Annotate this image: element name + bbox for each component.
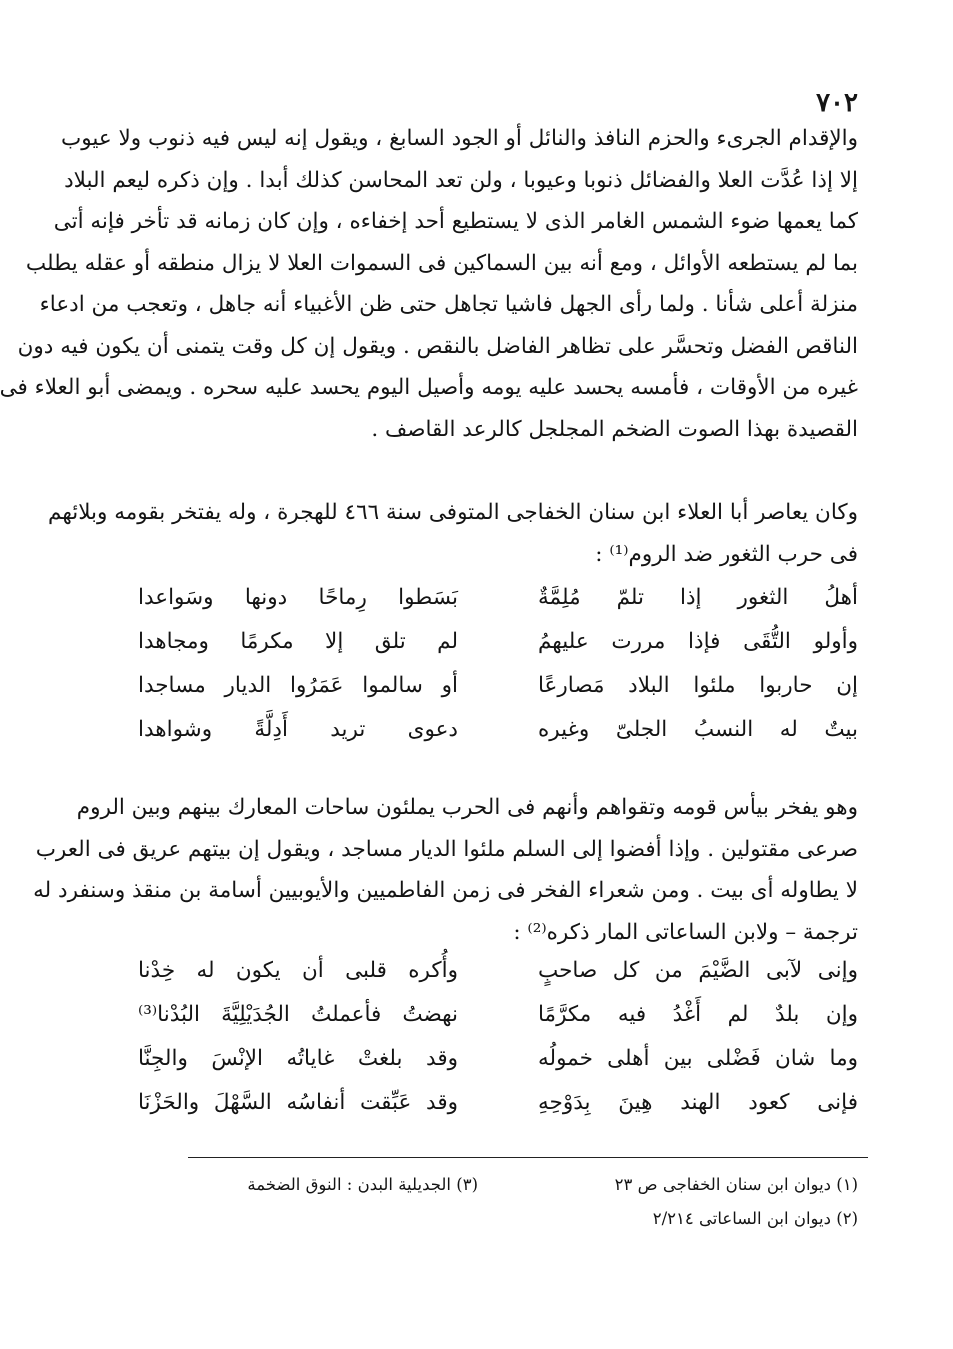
verse-first-half: وما شان فَضْلى بين أهلى خمولُه xyxy=(538,1046,858,1071)
text-line: لا يطاوله أى بيت . ومن شعراء الفخر فى زمن الفاطميين والأيوبيين أسامة بن منقذ وسنفرد له xyxy=(33,878,858,903)
verse xyxy=(138,673,858,717)
verse-second-half: نهضتُ فأعملتُ الجُدَيْلِيَّةَ البُدْنا⁽³⁾ xyxy=(138,1002,458,1027)
text-line: منزلة أعلى شأنا . ولما رأى الجهل فاشيا تجاهل حتى ظن الأغبياء أنه جاهل ، وتعجب من ادعاء xyxy=(39,292,858,317)
verse-first-half: وإنى لآبى الضَّيْمَ من كل صاحبٍ xyxy=(538,958,858,983)
poem xyxy=(138,585,858,761)
verse xyxy=(138,1046,858,1090)
verse-second-half: وأُكره قلبى أن يكون له خِدْنا xyxy=(138,958,458,983)
text-line: وكان يعاصر أبا العلاء ابن سنان الخفاجى المتوفى سنة ٤٦٦ للهجرة ، وله يفتخر بقومه وبلائهم xyxy=(48,500,858,525)
verse xyxy=(138,1090,858,1134)
poem xyxy=(138,958,858,1134)
footnote-2: (٢) ديوان ابن الساعاتى ٢/٢١٤ xyxy=(652,1209,858,1228)
footnote-1: (١) ديوان ابن سنان الخفاجى ص ٢٣ xyxy=(614,1175,858,1194)
verse xyxy=(138,717,858,761)
verse-second-half: وقد عَبِّقت أنفاسُه السَّهْلَ والحَزْنَا xyxy=(138,1090,458,1115)
text-line: والإقدام الجرىء والحزم النافذ والنائل أو الجود السابغ ، ويقول إنه ليس فيه ذنوب ولا عيوب xyxy=(61,126,858,151)
text-line: القصيدة بهذا الصوت الضخم المجلجل كالرعد القاصف . xyxy=(371,416,858,442)
paragraph xyxy=(0,118,858,450)
page-number: ٧٠٢ xyxy=(816,88,858,118)
text-line: بما لم يستطعه الأوائل ، ومع أنه بين السماكين فى السموات العلا لا يزال منطقه أو عقله يطلب xyxy=(25,250,858,276)
footnotes-right-column xyxy=(498,1168,858,1236)
text-line: الناقص الفضل وتحسَّر على تظاهر الفاضل بالنقص . ويقول إن كل وقت يتمنى أن يكون فيه دون xyxy=(17,333,858,359)
text-line: صرعى مقتولين . وإذا أفضوا إلى السلم ملئوا الديار مساجد ، ويقول إن بيتهم عريق فى العرب xyxy=(35,836,858,862)
footnotes xyxy=(138,1168,858,1248)
text-line: وهو يفخر بيأس قومه وتقواهم وأنهم فى الحرب يملئون ساحات المعارك بينهم وبين الروم xyxy=(76,795,858,820)
verse-first-half: وإن بلدٌ لم أَغْدُ فيه مكرَّمًا xyxy=(538,1002,858,1027)
text-line: ترجمة – ولابن الساعاتى المار ذكره⁽²⁾ : xyxy=(513,919,858,945)
verse-second-half: لم تلق إلا مكرمًا ومجاهدا xyxy=(138,629,458,654)
verse-second-half: أو سالموا عَمَرُوا الديار مساجدا xyxy=(138,673,458,698)
verse xyxy=(138,585,858,629)
verse-second-half: وقد بلغتْ غاياتُه الإنْسَ والجِنَّا xyxy=(138,1046,458,1071)
paragraph xyxy=(33,787,858,953)
verse-first-half: أهلُ الثغور إذا تلمّ مُلِمَّةٌ xyxy=(538,585,858,610)
verse xyxy=(138,958,858,1002)
footnote-3: (٣) الجديلية البدن : النوق الضخمة xyxy=(247,1175,478,1194)
footnote-divider xyxy=(188,1157,868,1158)
verse-first-half: فإنى كعود الهند هِينَ بِدَوْحِهِ xyxy=(538,1090,858,1115)
verse-first-half: بيتٌ له النسبُ الجلىّ وغيره xyxy=(538,717,858,742)
verse-first-half: إن حاربوا ملئوا البلاد مَصارعًا xyxy=(538,673,858,698)
paragraph xyxy=(48,492,858,575)
text-line: إلا إذا عُدَّت العلا والفضائل ذنوبا وعيوبا ، ولن تعد المحاسن كذلك أبدا . وإن ذكره ليعم البلاد xyxy=(64,167,858,193)
verse xyxy=(138,629,858,673)
verse-second-half: بَسَطوا رِماحًا دونها وسَواعدا xyxy=(138,585,458,610)
verse-first-half: وأولو التُّقَى فإذا مررت عليهمُ xyxy=(538,629,858,654)
text-line: غيره من الأوقات ، فأمسه يحسد عليه يومه وأصيل اليوم يحسد عليه سحره . ويمضى أبو العلاء فى xyxy=(0,375,858,400)
footnotes-left-column xyxy=(138,1168,478,1202)
text-line: فى حرب الثغور ضد الروم⁽¹⁾ : xyxy=(595,541,858,567)
verse xyxy=(138,1002,858,1046)
verse-second-half: دعوى تريد أَدِلَّةً وشواهدا xyxy=(138,717,458,742)
text-line: كما يعمها ضوء الشمس الغامر الذى لا يستطيع أحد إخفاءه ، وإن كان زمانه قد تأخر فإنه أتى xyxy=(53,209,858,234)
